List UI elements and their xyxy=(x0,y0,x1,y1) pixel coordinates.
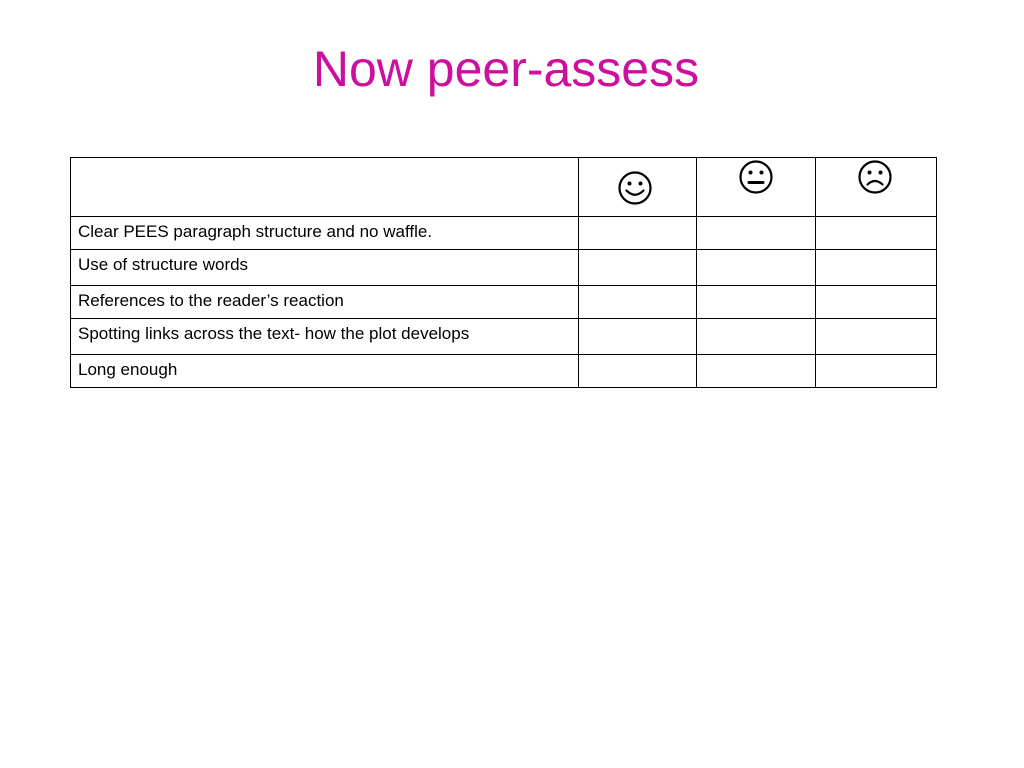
table-header-row xyxy=(71,158,937,217)
table-row xyxy=(71,319,937,355)
rating-cell-neutral[interactable] xyxy=(697,355,816,388)
header-cell-sad xyxy=(816,158,937,217)
slide-title: Now peer-assess xyxy=(312,41,700,97)
rating-cell-neutral[interactable] xyxy=(697,217,816,250)
rating-cell-happy[interactable] xyxy=(579,355,697,388)
rating-cell-neutral[interactable] xyxy=(697,319,816,355)
criterion-label: References to the reader’s reaction xyxy=(78,291,344,310)
rating-cell-happy[interactable] xyxy=(579,286,697,319)
rating-cell-happy[interactable] xyxy=(579,319,697,355)
rating-cell-sad[interactable] xyxy=(816,355,937,388)
criterion-cell xyxy=(71,250,579,286)
criterion-cell xyxy=(71,319,579,355)
table-row xyxy=(71,217,937,250)
header-cell-happy xyxy=(579,158,697,217)
criterion-cell xyxy=(71,217,579,250)
rating-cell-happy[interactable] xyxy=(579,217,697,250)
criterion-label: Long enough xyxy=(78,360,178,379)
header-blank-cell xyxy=(71,158,579,217)
rating-cell-sad[interactable] xyxy=(816,217,937,250)
peer-assessment-table xyxy=(70,157,937,388)
rating-cell-happy[interactable] xyxy=(579,250,697,286)
criterion-label: Use of structure words xyxy=(78,255,249,274)
neutral-face-icon xyxy=(738,159,774,195)
table-row xyxy=(71,250,937,286)
header-cell-neutral xyxy=(697,158,816,217)
sad-face-icon xyxy=(857,159,893,195)
happy-face-icon xyxy=(617,170,653,206)
rating-cell-sad[interactable] xyxy=(816,319,937,355)
table-row xyxy=(71,286,937,319)
rating-cell-neutral[interactable] xyxy=(697,250,816,286)
criterion-label: Spotting links across the text- how the plot develops xyxy=(78,324,470,343)
criterion-label: Clear PEES paragraph structure and no waffle. xyxy=(78,222,433,241)
rating-cell-neutral[interactable] xyxy=(697,286,816,319)
criterion-cell xyxy=(71,286,579,319)
rating-cell-sad[interactable] xyxy=(816,286,937,319)
rating-cell-sad[interactable] xyxy=(816,250,937,286)
criterion-cell xyxy=(71,355,579,388)
table-row xyxy=(71,355,937,388)
